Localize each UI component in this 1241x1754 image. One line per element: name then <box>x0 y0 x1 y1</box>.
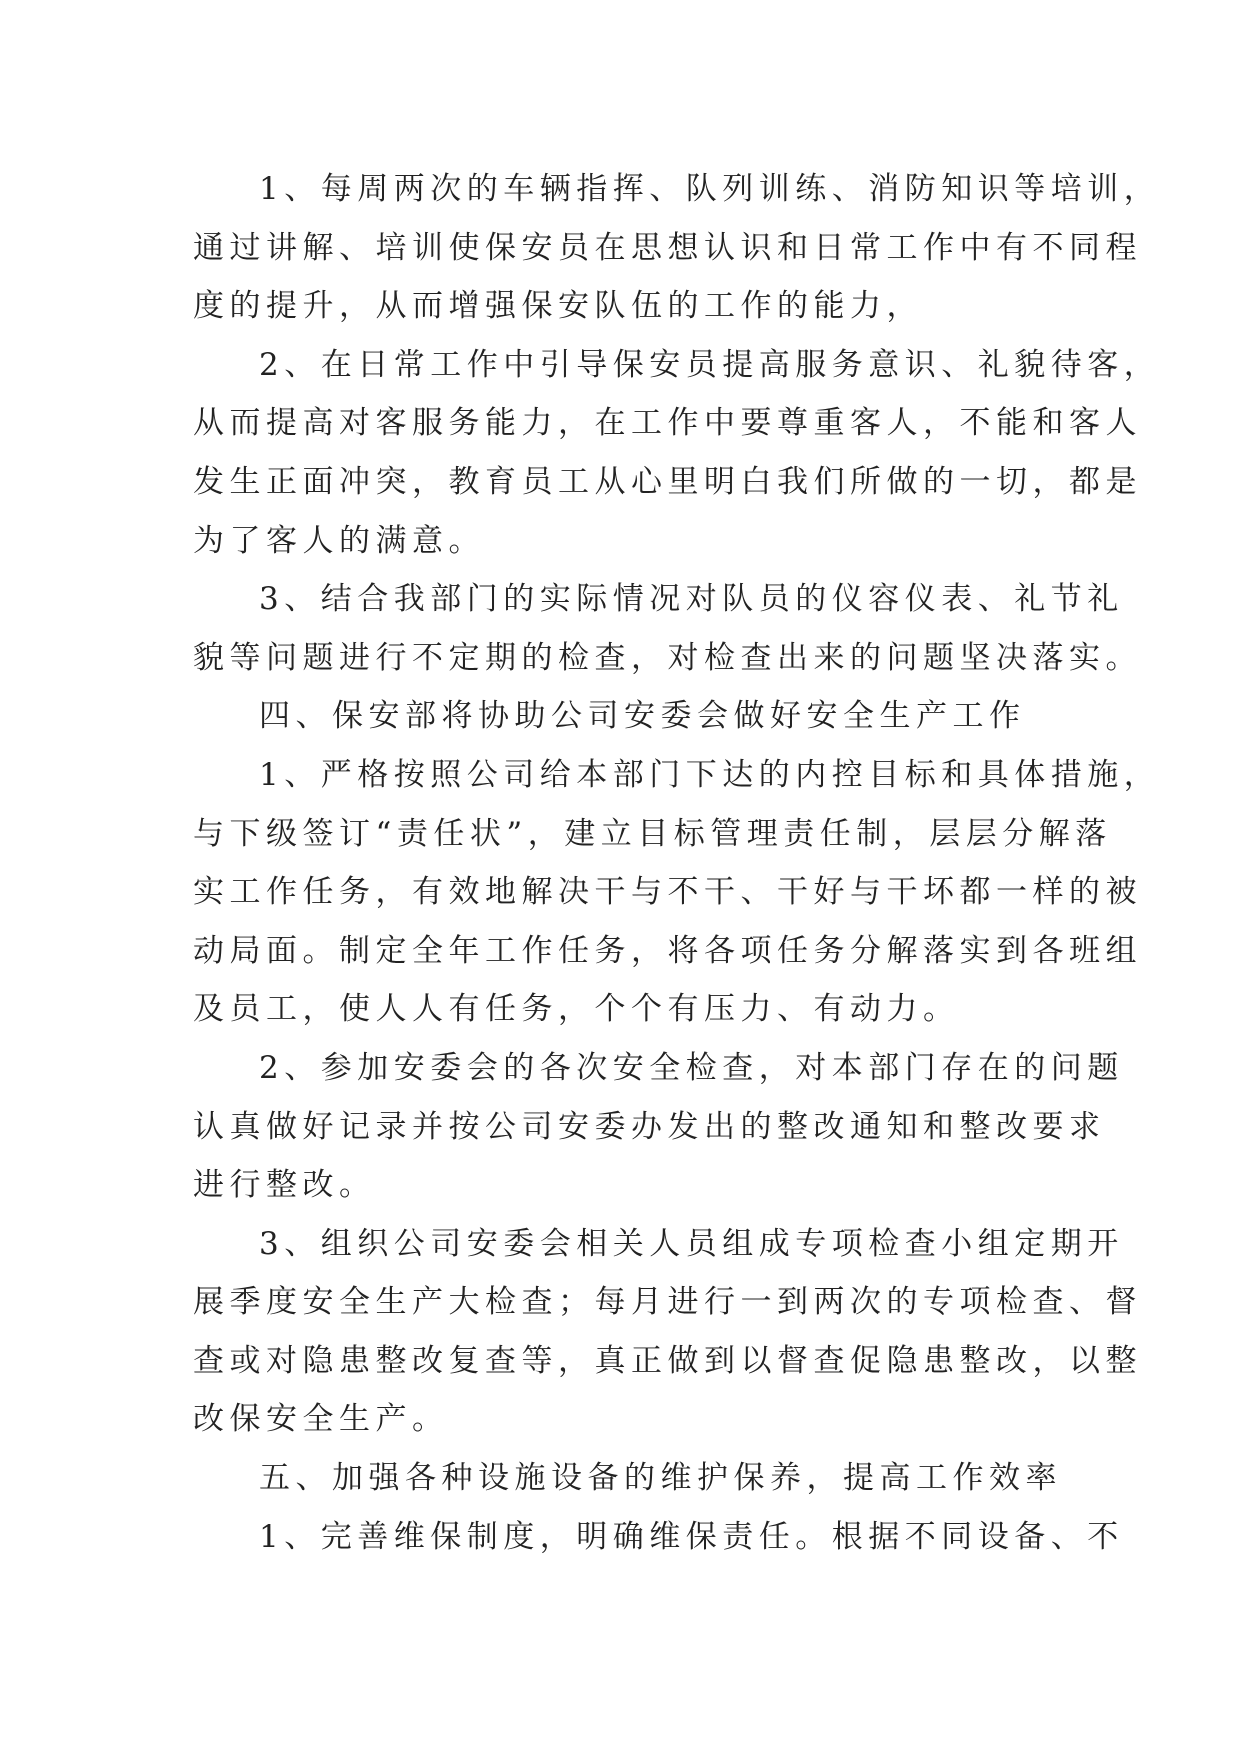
paragraph-line: 改保安全生产。 <box>193 1401 449 1438</box>
paragraph-line: 3、组织公司安委会相关人员组成专项检查小组定期开 <box>259 1225 1124 1262</box>
paragraph-line: 认真做好记录并按公司安委办发出的整改通知和整改要求 <box>193 1108 1106 1145</box>
paragraph-line: 1、完善维保制度，明确维保责任。根据不同设备、不 <box>259 1518 1124 1555</box>
paragraph-line: 通过讲解、培训使保安员在思想认识和日常工作中有不同程 <box>193 229 1142 266</box>
paragraph-line: 为了客人的满意。 <box>193 522 485 559</box>
paragraph-line: 及员工，使人人有任务，个个有压力、有动力。 <box>193 991 960 1028</box>
paragraph-line: 展季度安全生产大检查；每月进行一到两次的专项检查、督 <box>193 1284 1142 1321</box>
paragraph-line: 3、结合我部门的实际情况对队员的仪容仪表、礼节礼 <box>259 581 1124 618</box>
paragraph-line: 查或对隐患整改复查等，真正做到以督查促隐患整改，以整 <box>193 1342 1142 1379</box>
paragraph-line: 发生正面冲突，教育员工从心里明白我们所做的一切，都是 <box>193 463 1142 500</box>
paragraph-line: 动局面。制定全年工作任务，将各项任务分解落实到各班组 <box>193 932 1142 969</box>
paragraph-line: 貌等问题进行不定期的检查，对检查出来的问题坚决落实。 <box>193 639 1142 676</box>
document-body <box>193 160 1161 1566</box>
paragraph-line: 度的提升，从而增强保安队伍的工作的能力， <box>193 288 923 325</box>
paragraph-line: 1、每周两次的车辆指挥、队列训练、消防知识等培训， <box>259 171 1161 207</box>
paragraph-line: 实工作任务，有效地解决干与不干、干好与干坏都一样的被 <box>193 874 1142 911</box>
paragraph-line: 1、严格按照公司给本部门下达的内控目标和具体措施， <box>259 756 1161 793</box>
paragraph-line: 与下级签订“责任状”，建立目标管理责任制，层层分解落 <box>193 815 1112 852</box>
paragraph-line: 2、参加安委会的各次安全检查，对本部门存在的问题 <box>259 1049 1124 1086</box>
paragraph-line: 进行整改。 <box>193 1167 376 1204</box>
paragraph-line: 从而提高对客服务能力，在工作中要尊重客人，不能和客人 <box>193 405 1142 442</box>
paragraph-line: 五、加强各种设施设备的维护保养，提高工作效率 <box>259 1460 1062 1497</box>
paragraph-line: 2、在日常工作中引导保安员提高服务意识、礼貌待客， <box>259 346 1161 383</box>
paragraph-line: 四、保安部将协助公司安委会做好安全生产工作 <box>259 698 1026 735</box>
